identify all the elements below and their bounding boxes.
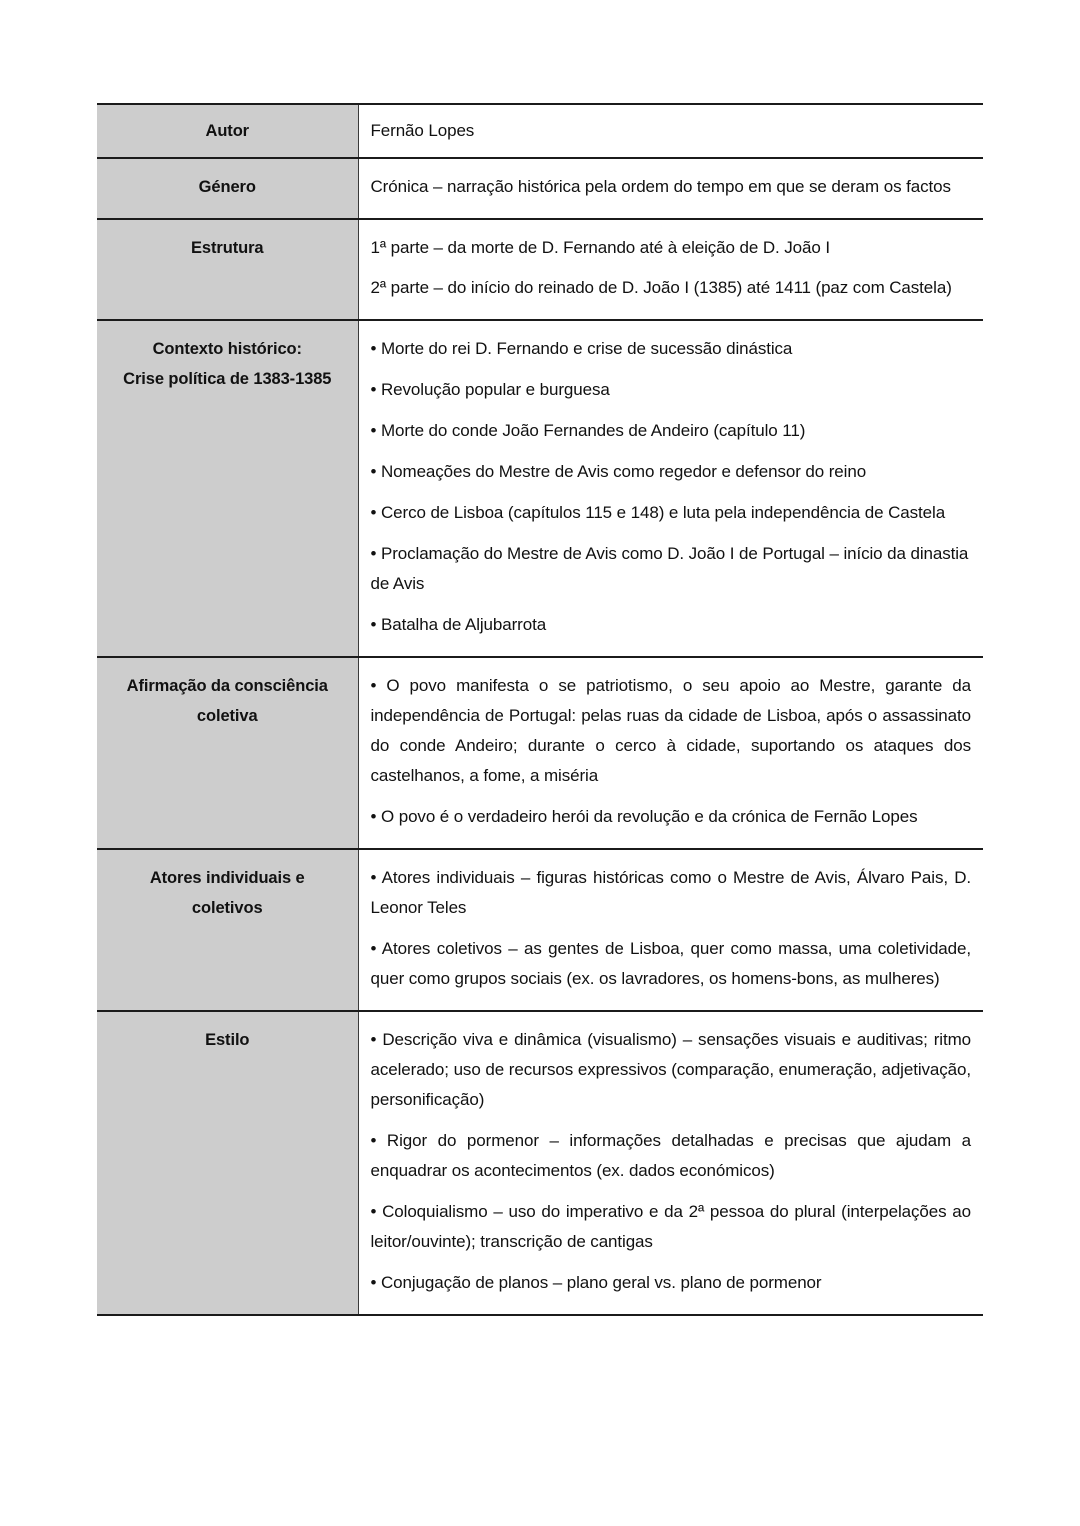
row-content-cell	[358, 104, 983, 158]
content-paragraph: • Atores individuais – figuras históricas como o Mestre de Avis, Álvaro Pais, D. Leonor Teles	[370, 868, 971, 917]
table-row	[97, 158, 983, 219]
row-label-cell	[97, 219, 358, 320]
row-label-cell	[97, 104, 358, 158]
row-content-cell	[358, 158, 983, 219]
content-paragraph: • Atores coletivos – as gentes de Lisboa, quer como massa, uma coletividade, quer como grupos sociais (ex. os lavradores, os homens-bons, as mulheres)	[370, 939, 971, 988]
content-paragraph: • Nomeações do Mestre de Avis como regedor e defensor do reino	[370, 462, 867, 481]
content-paragraph: • Conjugação de planos – plano geral vs. plano de pormenor	[370, 1273, 822, 1292]
summary-table-body	[97, 104, 983, 1315]
row-content-cell	[358, 657, 983, 849]
row-label-text: coletiva	[196, 707, 258, 725]
row-label-text: coletivos	[191, 899, 263, 917]
row-label-text: Autor	[205, 122, 249, 140]
content-paragraph: • Rigor do pormenor – informações detalhadas e precisas que ajudam a enquadrar os acontecimentos (ex. dados económicos)	[370, 1131, 971, 1180]
row-label-cell	[97, 320, 358, 657]
content-paragraph: • Morte do rei D. Fernando e crise de sucessão dinástica	[370, 339, 793, 358]
content-paragraph: • Descrição viva e dinâmica (visualismo) – sensações visuais e auditivas; ritmo acelerado; uso de recursos expressivos (comparação, enumeração, adjetivação, personificação)	[370, 1030, 971, 1109]
table-row	[97, 657, 983, 849]
table-row	[97, 849, 983, 1011]
content-paragraph: 2ª parte – do início do reinado de D. João I (1385) até 1411 (paz com Castela)	[370, 278, 952, 297]
content-paragraph: • Batalha de Aljubarrota	[370, 615, 547, 634]
row-content-cell	[358, 849, 983, 1011]
row-content-cell	[358, 219, 983, 320]
content-paragraph: • O povo manifesta o se patriotismo, o seu apoio ao Mestre, garante da independência de Portugal: pelas ruas da cidade de Lisboa, após o assassinato do conde Andeiro; durante o cerco à cidade, suportando os ataques dos castelhanos, a fome, a miséria	[370, 676, 971, 785]
content-paragraph: • Cerco de Lisboa (capítulos 115 e 148) e luta pela independência de Castela	[370, 503, 946, 522]
content-paragraph: • Morte do conde João Fernandes de Andeiro (capítulo 11)	[370, 421, 806, 440]
row-label-text: Crise política de 1383-1385	[123, 370, 332, 388]
row-label-text: Atores individuais e	[149, 869, 305, 887]
content-paragraph: Crónica – narração histórica pela ordem do tempo em que se deram os factos	[370, 177, 951, 196]
row-label-cell	[97, 849, 358, 1011]
row-label-cell	[97, 158, 358, 219]
row-label-cell	[97, 1011, 358, 1315]
table-row	[97, 1011, 983, 1315]
row-label-text: Género	[198, 178, 256, 196]
content-paragraph: Fernão Lopes	[370, 121, 475, 140]
content-paragraph: • O povo é o verdadeiro herói da revolução e da crónica de Fernão Lopes	[370, 807, 918, 826]
row-label-text: Afirmação da consciência	[126, 677, 328, 695]
table-row	[97, 320, 983, 657]
content-paragraph: 1ª parte – da morte de D. Fernando até à eleição de D. João I	[370, 238, 830, 257]
content-paragraph: • Coloquialismo – uso do imperativo e da 2ª pessoa do plural (interpelações ao leitor/ouvinte); transcrição de cantigas	[370, 1202, 971, 1251]
row-content-cell	[358, 1011, 983, 1315]
table-row	[97, 219, 983, 320]
table-row	[97, 104, 983, 158]
content-paragraph: • Proclamação do Mestre de Avis como D. João I de Portugal – início da dinastia de Avis	[370, 544, 969, 593]
row-label-text: Estilo	[205, 1031, 250, 1049]
row-label-text: Contexto histórico:	[152, 340, 302, 358]
row-label-cell	[97, 657, 358, 849]
summary-table	[97, 103, 983, 1316]
row-label-text: Estrutura	[191, 239, 264, 257]
row-content-cell	[358, 320, 983, 657]
content-paragraph: • Revolução popular e burguesa	[370, 380, 610, 399]
